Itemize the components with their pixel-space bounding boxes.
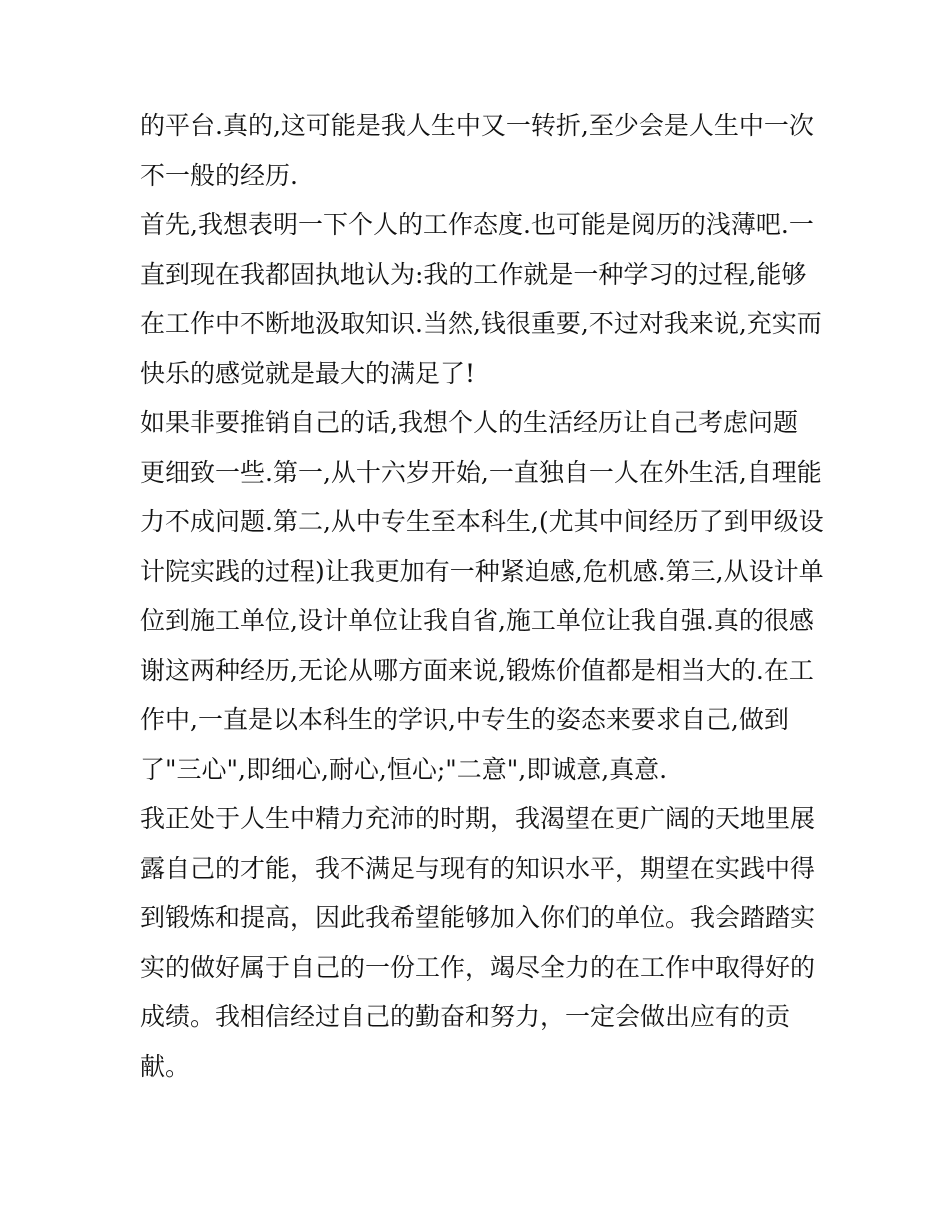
text-line: 直到现在我都固执地认为:我的工作就是一种学习的过程,能够 [140,259,807,289]
text-line: 力不成问题.第二,从中专生至本科生,(尤其中间经历了到甲级设 [140,507,824,536]
text-line: 的平台.真的,这可能是我人生中又一转折,至少会是人生中一次 [140,111,814,140]
text-line: 快乐的感觉就是最大的满足了! [140,358,476,388]
text-line: 作中,一直是以本科生的学识,中专生的姿态来要求自己,做到 [140,705,789,734]
text-line: 如果非要推销自己的话,我想个人的生活经历让自己考虑问题 [140,408,798,437]
text-line: 更细致一些.第一,从十六岁开始,一直独自一人在外生活,自理能 [140,457,822,487]
document-page [140,101,824,1091]
text-line: 首先,我想表明一下个人的工作态度.也可能是阅历的浅薄吧.一 [140,210,814,239]
text-line: 到锻炼和提高，因此我希望能够加入你们的单位。我会踏踏实 [140,903,816,932]
text-line: 谢这两种经历,无论从哪方面来说,锻炼价值都是相当大的.在工 [140,655,814,685]
text-line: 露自己的才能，我不满足与现有的知识水平，期望在实践中得 [140,853,816,883]
text-line: 成绩。我相信经过自己的勤奋和努力，一定会做出应有的贡 [140,1002,791,1031]
text-line: 位到施工单位,设计单位让我自省,施工单位让我自强.真的很感 [140,606,814,635]
text-line: 不一般的经历. [140,160,298,190]
text-line: 实的做好属于自己的一份工作，竭尽全力的在工作中取得好的 [140,952,816,982]
text-line: 献。 [140,1051,191,1081]
text-line: 在工作中不断地汲取知识.当然,钱很重要,不过对我来说,充实而 [140,309,822,338]
text-line: 计院实践的过程)让我更加有一种紧迫感,危机感.第三,从设计单 [140,556,824,586]
text-line: 我正处于人生中精力充沛的时期，我渴望在更广阔的天地里展 [140,804,816,833]
text-line: 了"三心",即细心,耐心,恒心;"二意",即诚意,真意. [140,754,668,784]
